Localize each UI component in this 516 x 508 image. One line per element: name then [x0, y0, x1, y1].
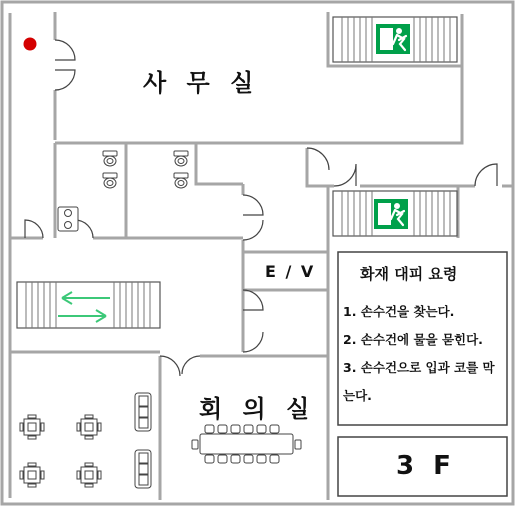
fire-guide-steps: [343, 298, 505, 410]
fire-guide-title: 화재 대피 요령: [360, 265, 458, 283]
floor-label: 3 F: [396, 451, 456, 481]
emergency-exit-sign-icon: [374, 199, 408, 229]
fire-guide-step: 3. 손수건으로 입과 코를 막는다.: [343, 360, 495, 403]
fire-guide-step: 1. 손수건을 찾는다.: [343, 304, 455, 319]
room-label-office: 사 무 실: [143, 69, 260, 97]
room-label-elevator: E / V: [265, 262, 316, 281]
stairwell-left: [17, 282, 160, 328]
current-location-icon: [24, 38, 37, 51]
fire-guide-step: 2. 손수건에 물을 묻힌다.: [343, 332, 483, 347]
emergency-exit-sign-icon: [376, 24, 410, 54]
sink-icon: [58, 207, 78, 231]
room-label-meeting: 회 의 실: [199, 395, 316, 423]
